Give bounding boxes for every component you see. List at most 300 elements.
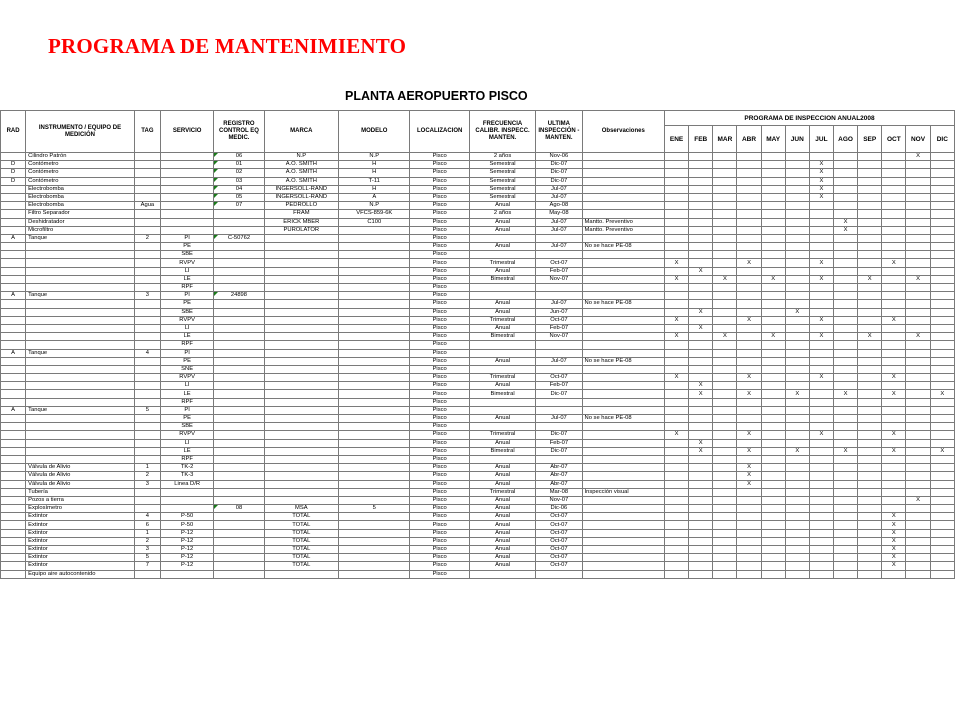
cell-month-mark xyxy=(906,185,930,193)
cell-month-mark xyxy=(713,488,737,496)
cell-month-mark: X xyxy=(785,447,809,455)
cell-month-mark xyxy=(713,431,737,439)
cell-localizacion: Pisco xyxy=(410,193,469,201)
cell-instrumento xyxy=(26,308,135,316)
cell-month-mark: X xyxy=(809,431,833,439)
cell-frecuencia: Semestral xyxy=(469,169,535,177)
cell-localizacion: Pisco xyxy=(410,349,469,357)
cell-tag xyxy=(134,333,160,341)
cell-servicio: SNE xyxy=(160,365,213,373)
cell-month-mark: X xyxy=(689,267,713,275)
cell-month-mark xyxy=(737,267,761,275)
cell-modelo xyxy=(339,480,410,488)
cell-month-mark xyxy=(665,177,689,185)
cell-month-mark xyxy=(834,374,858,382)
cell-month-mark: X xyxy=(882,390,906,398)
cell-month-mark: X xyxy=(737,464,761,472)
cell-tag xyxy=(134,357,160,365)
cell-month-mark xyxy=(858,415,882,423)
cell-month-mark xyxy=(713,153,737,161)
cell-ultima: Oct-07 xyxy=(536,529,582,537)
cell-month-mark xyxy=(785,234,809,242)
cell-month-mark xyxy=(665,382,689,390)
cell-tag xyxy=(134,365,160,373)
cell-tag xyxy=(134,284,160,292)
cell-month-mark xyxy=(761,234,785,242)
cell-month-mark xyxy=(858,169,882,177)
cell-tag: 6 xyxy=(134,521,160,529)
cell-month-mark xyxy=(809,505,833,513)
cell-marca: TOTAL xyxy=(264,513,338,521)
cell-month-mark xyxy=(906,537,930,545)
cell-month-mark xyxy=(858,234,882,242)
cell-rad: D xyxy=(1,169,26,177)
cell-month-mark xyxy=(882,423,906,431)
cell-month-mark xyxy=(689,169,713,177)
cell-registro xyxy=(214,374,264,382)
cell-registro xyxy=(214,496,264,504)
cell-month-mark xyxy=(665,153,689,161)
cell-localizacion: Pisco xyxy=(410,546,469,554)
cell-month-mark xyxy=(689,431,713,439)
cell-month-mark xyxy=(689,488,713,496)
cell-month-mark xyxy=(761,374,785,382)
cell-month-mark xyxy=(737,193,761,201)
cell-month-mark xyxy=(930,554,954,562)
cell-ultima: Oct-07 xyxy=(536,374,582,382)
cell-month-mark xyxy=(930,210,954,218)
cell-month-mark xyxy=(834,398,858,406)
cell-month-mark xyxy=(665,570,689,578)
cell-month-mark xyxy=(737,234,761,242)
cell-month-mark xyxy=(689,570,713,578)
cell-month-mark xyxy=(930,431,954,439)
cell-month-mark xyxy=(906,554,930,562)
cell-frecuencia: Anual xyxy=(469,521,535,529)
cell-localizacion: Pisco xyxy=(410,398,469,406)
cell-observaciones: Mantto. Preventivo xyxy=(582,218,665,226)
cell-month-mark xyxy=(906,267,930,275)
cell-frecuencia: Anual xyxy=(469,226,535,234)
cell-month-mark xyxy=(809,226,833,234)
cell-month-mark xyxy=(785,185,809,193)
cell-month-mark xyxy=(713,169,737,177)
cell-observaciones xyxy=(582,259,665,267)
cell-month-mark xyxy=(809,496,833,504)
cell-month-mark xyxy=(906,390,930,398)
cell-frecuencia xyxy=(469,398,535,406)
cell-instrumento xyxy=(26,431,135,439)
cell-rad xyxy=(1,505,26,513)
cell-month-mark xyxy=(665,349,689,357)
cell-month-mark xyxy=(882,488,906,496)
cell-month-mark xyxy=(785,349,809,357)
cell-frecuencia: Anual xyxy=(469,562,535,570)
cell-month-mark xyxy=(906,521,930,529)
cell-instrumento: Válvula de Alivio xyxy=(26,464,135,472)
cell-tag xyxy=(134,570,160,578)
cell-servicio: PE xyxy=(160,357,213,365)
maintenance-spreadsheet xyxy=(0,86,955,631)
cell-month-mark xyxy=(858,480,882,488)
cell-rad xyxy=(1,251,26,259)
cell-modelo xyxy=(339,341,410,349)
header-localizacion: LOCALIZACION xyxy=(410,111,469,153)
cell-month-mark xyxy=(761,439,785,447)
cell-month-mark xyxy=(930,169,954,177)
cell-month-mark xyxy=(761,398,785,406)
cell-localizacion: Pisco xyxy=(410,251,469,259)
cell-rad xyxy=(1,464,26,472)
cell-month-mark xyxy=(834,292,858,300)
table-row xyxy=(1,185,955,193)
cell-month-mark xyxy=(737,292,761,300)
cell-instrumento xyxy=(26,333,135,341)
cell-observaciones xyxy=(582,398,665,406)
cell-marca xyxy=(264,455,338,463)
cell-month-mark: X xyxy=(737,390,761,398)
cell-ultima: Oct-07 xyxy=(536,537,582,545)
header-month: AGO xyxy=(834,126,858,153)
cell-modelo xyxy=(339,300,410,308)
cell-month-mark xyxy=(858,382,882,390)
cell-instrumento xyxy=(26,316,135,324)
cell-month-mark xyxy=(930,439,954,447)
cell-localizacion: Pisco xyxy=(410,333,469,341)
cell-localizacion: Pisco xyxy=(410,415,469,423)
cell-month-mark: X xyxy=(665,431,689,439)
cell-month-mark xyxy=(809,398,833,406)
cell-month-mark xyxy=(737,505,761,513)
cell-rad xyxy=(1,455,26,463)
cell-month-mark: X xyxy=(689,447,713,455)
table-row xyxy=(1,398,955,406)
cell-tag: 3 xyxy=(134,546,160,554)
cell-frecuencia xyxy=(469,406,535,414)
cell-marca xyxy=(264,570,338,578)
cell-observaciones xyxy=(582,546,665,554)
cell-instrumento xyxy=(26,374,135,382)
cell-localizacion: Pisco xyxy=(410,521,469,529)
cell-month-mark xyxy=(785,259,809,267)
cell-instrumento xyxy=(26,398,135,406)
cell-month-mark xyxy=(713,390,737,398)
cell-month-mark xyxy=(858,398,882,406)
cell-month-mark xyxy=(737,226,761,234)
cell-month-mark xyxy=(858,251,882,259)
cell-localizacion: Pisco xyxy=(410,365,469,373)
cell-month-mark xyxy=(689,480,713,488)
cell-ultima xyxy=(536,292,582,300)
cell-tag xyxy=(134,161,160,169)
cell-month-mark xyxy=(689,193,713,201)
table-row xyxy=(1,202,955,210)
cell-month-mark xyxy=(737,406,761,414)
cell-localizacion: Pisco xyxy=(410,447,469,455)
plant-title: PLANTA AEROPUERTO PISCO xyxy=(345,89,528,103)
cell-month-mark xyxy=(930,423,954,431)
cell-month-mark xyxy=(834,300,858,308)
cell-localizacion: Pisco xyxy=(410,324,469,332)
cell-month-mark xyxy=(761,415,785,423)
cell-marca: TOTAL xyxy=(264,521,338,529)
cell-month-mark xyxy=(665,546,689,554)
cell-localizacion: Pisco xyxy=(410,210,469,218)
cell-modelo xyxy=(339,529,410,537)
cell-month-mark: X xyxy=(882,554,906,562)
cell-month-mark xyxy=(834,423,858,431)
cell-month-mark xyxy=(809,472,833,480)
cell-month-mark xyxy=(713,562,737,570)
cell-month-mark: X xyxy=(809,259,833,267)
cell-rad: A xyxy=(1,292,26,300)
cell-rad xyxy=(1,275,26,283)
cell-month-mark xyxy=(906,349,930,357)
cell-month-mark xyxy=(761,505,785,513)
cell-ultima: Oct-07 xyxy=(536,513,582,521)
cell-instrumento: Extintor xyxy=(26,554,135,562)
cell-month-mark xyxy=(737,423,761,431)
cell-month-mark xyxy=(834,341,858,349)
cell-month-mark xyxy=(906,570,930,578)
cell-month-mark xyxy=(882,234,906,242)
cell-month-mark: X xyxy=(689,390,713,398)
cell-month-mark xyxy=(809,234,833,242)
cell-ultima: May-08 xyxy=(536,210,582,218)
cell-month-mark: X xyxy=(809,275,833,283)
table-row xyxy=(1,349,955,357)
cell-observaciones xyxy=(582,275,665,283)
cell-modelo: H xyxy=(339,161,410,169)
cell-month-mark xyxy=(858,284,882,292)
cell-localizacion: Pisco xyxy=(410,570,469,578)
table-row xyxy=(1,365,955,373)
cell-month-mark xyxy=(785,570,809,578)
cell-tag: 4 xyxy=(134,349,160,357)
cell-tag xyxy=(134,243,160,251)
cell-modelo xyxy=(339,333,410,341)
cell-servicio xyxy=(160,488,213,496)
cell-month-mark xyxy=(737,439,761,447)
cell-modelo xyxy=(339,398,410,406)
cell-month-mark xyxy=(858,218,882,226)
cell-month-mark xyxy=(882,333,906,341)
cell-tag: 3 xyxy=(134,480,160,488)
cell-month-mark xyxy=(882,161,906,169)
cell-month-mark xyxy=(858,349,882,357)
cell-frecuencia: Anual xyxy=(469,415,535,423)
cell-observaciones xyxy=(582,234,665,242)
cell-ultima: Oct-07 xyxy=(536,562,582,570)
cell-rad: D xyxy=(1,177,26,185)
cell-month-mark xyxy=(906,447,930,455)
cell-month-mark xyxy=(761,431,785,439)
cell-month-mark xyxy=(665,480,689,488)
cell-month-mark xyxy=(809,341,833,349)
cell-marca: ERICK MBER xyxy=(264,218,338,226)
cell-month-mark xyxy=(785,374,809,382)
cell-month-mark xyxy=(809,570,833,578)
cell-month-mark xyxy=(761,382,785,390)
table-row xyxy=(1,267,955,275)
table-row xyxy=(1,243,955,251)
cell-modelo xyxy=(339,292,410,300)
cell-month-mark xyxy=(713,439,737,447)
cell-modelo xyxy=(339,284,410,292)
cell-marca xyxy=(264,300,338,308)
cell-servicio: PI xyxy=(160,349,213,357)
cell-month-mark xyxy=(737,218,761,226)
cell-ultima: Oct-07 xyxy=(536,316,582,324)
cell-frecuencia: Semestral xyxy=(469,161,535,169)
cell-month-mark xyxy=(689,218,713,226)
cell-observaciones xyxy=(582,562,665,570)
cell-month-mark xyxy=(834,505,858,513)
cell-ultima: Dic-07 xyxy=(536,161,582,169)
cell-instrumento: Válvula de Alivio xyxy=(26,472,135,480)
cell-month-mark xyxy=(665,193,689,201)
cell-rad xyxy=(1,554,26,562)
cell-marca: TOTAL xyxy=(264,529,338,537)
cell-month-mark: X xyxy=(882,259,906,267)
cell-month-mark xyxy=(882,243,906,251)
cell-rad xyxy=(1,439,26,447)
cell-modelo xyxy=(339,349,410,357)
cell-servicio: LI xyxy=(160,267,213,275)
cell-month-mark xyxy=(834,161,858,169)
cell-month-mark xyxy=(689,365,713,373)
cell-month-mark xyxy=(930,505,954,513)
cell-instrumento xyxy=(26,284,135,292)
cell-ultima: Jul-07 xyxy=(536,300,582,308)
cell-month-mark xyxy=(713,161,737,169)
cell-modelo xyxy=(339,447,410,455)
cell-instrumento xyxy=(26,357,135,365)
cell-instrumento xyxy=(26,275,135,283)
cell-month-mark xyxy=(834,415,858,423)
cell-modelo xyxy=(339,251,410,259)
cell-month-mark xyxy=(882,275,906,283)
cell-month-mark xyxy=(713,521,737,529)
cell-month-mark xyxy=(689,398,713,406)
cell-month-mark xyxy=(834,537,858,545)
cell-instrumento: Electrobomba xyxy=(26,185,135,193)
cell-marca xyxy=(264,406,338,414)
cell-month-mark xyxy=(665,324,689,332)
table-row xyxy=(1,210,955,218)
cell-month-mark xyxy=(809,243,833,251)
table-row xyxy=(1,374,955,382)
cell-marca xyxy=(264,480,338,488)
cell-tag xyxy=(134,390,160,398)
cell-month-mark xyxy=(689,202,713,210)
header-month: SEP xyxy=(858,126,882,153)
cell-marca: A.O. SMITH xyxy=(264,161,338,169)
cell-instrumento: Extintor xyxy=(26,513,135,521)
cell-observaciones xyxy=(582,169,665,177)
cell-month-mark xyxy=(858,447,882,455)
cell-month-mark xyxy=(713,415,737,423)
cell-servicio xyxy=(160,185,213,193)
cell-month-mark: X xyxy=(809,333,833,341)
cell-rad xyxy=(1,308,26,316)
cell-modelo xyxy=(339,496,410,504)
cell-month-mark xyxy=(737,341,761,349)
cell-localizacion: Pisco xyxy=(410,431,469,439)
cell-ultima: Feb-07 xyxy=(536,439,582,447)
cell-modelo xyxy=(339,455,410,463)
cell-instrumento xyxy=(26,423,135,431)
table-row xyxy=(1,505,955,513)
cell-month-mark xyxy=(737,300,761,308)
cell-marca: N.P xyxy=(264,153,338,161)
cell-instrumento xyxy=(26,341,135,349)
cell-month-mark xyxy=(689,284,713,292)
cell-month-mark: X xyxy=(737,480,761,488)
cell-month-mark xyxy=(761,226,785,234)
cell-observaciones xyxy=(582,349,665,357)
cell-observaciones xyxy=(582,439,665,447)
cell-frecuencia xyxy=(469,234,535,242)
cell-month-mark xyxy=(834,243,858,251)
cell-registro xyxy=(214,513,264,521)
table-row xyxy=(1,333,955,341)
cell-instrumento: Contómetro xyxy=(26,161,135,169)
cell-month-mark xyxy=(906,529,930,537)
cell-month-mark xyxy=(906,505,930,513)
cell-observaciones: No se hace PE-08 xyxy=(582,243,665,251)
cell-month-mark xyxy=(713,570,737,578)
cell-observaciones xyxy=(582,210,665,218)
cell-month-mark xyxy=(882,153,906,161)
header-month: MAY xyxy=(761,126,785,153)
maintenance-table xyxy=(0,110,955,579)
cell-month-mark xyxy=(882,382,906,390)
cell-ultima: Oct-07 xyxy=(536,546,582,554)
cell-month-mark: X xyxy=(858,333,882,341)
cell-month-mark xyxy=(737,243,761,251)
cell-month-mark xyxy=(809,423,833,431)
cell-month-mark xyxy=(858,406,882,414)
cell-month-mark xyxy=(737,161,761,169)
cell-month-mark xyxy=(930,365,954,373)
cell-localizacion: Pisco xyxy=(410,308,469,316)
cell-month-mark xyxy=(761,349,785,357)
cell-month-mark xyxy=(713,177,737,185)
cell-rad xyxy=(1,423,26,431)
cell-month-mark xyxy=(882,398,906,406)
cell-month-mark xyxy=(930,300,954,308)
cell-month-mark: X xyxy=(713,275,737,283)
cell-ultima xyxy=(536,251,582,259)
table-row xyxy=(1,406,955,414)
cell-month-mark xyxy=(713,234,737,242)
cell-modelo xyxy=(339,390,410,398)
cell-observaciones xyxy=(582,537,665,545)
cell-month-mark xyxy=(809,357,833,365)
cell-month-mark xyxy=(713,496,737,504)
cell-registro: 01 xyxy=(214,161,264,169)
cell-month-mark xyxy=(809,202,833,210)
cell-month-mark xyxy=(737,415,761,423)
header-observaciones: Observaciones xyxy=(582,111,665,153)
cell-registro xyxy=(214,243,264,251)
cell-rad xyxy=(1,226,26,234)
cell-observaciones xyxy=(582,423,665,431)
cell-modelo xyxy=(339,439,410,447)
cell-month-mark xyxy=(737,210,761,218)
cell-month-mark xyxy=(737,554,761,562)
